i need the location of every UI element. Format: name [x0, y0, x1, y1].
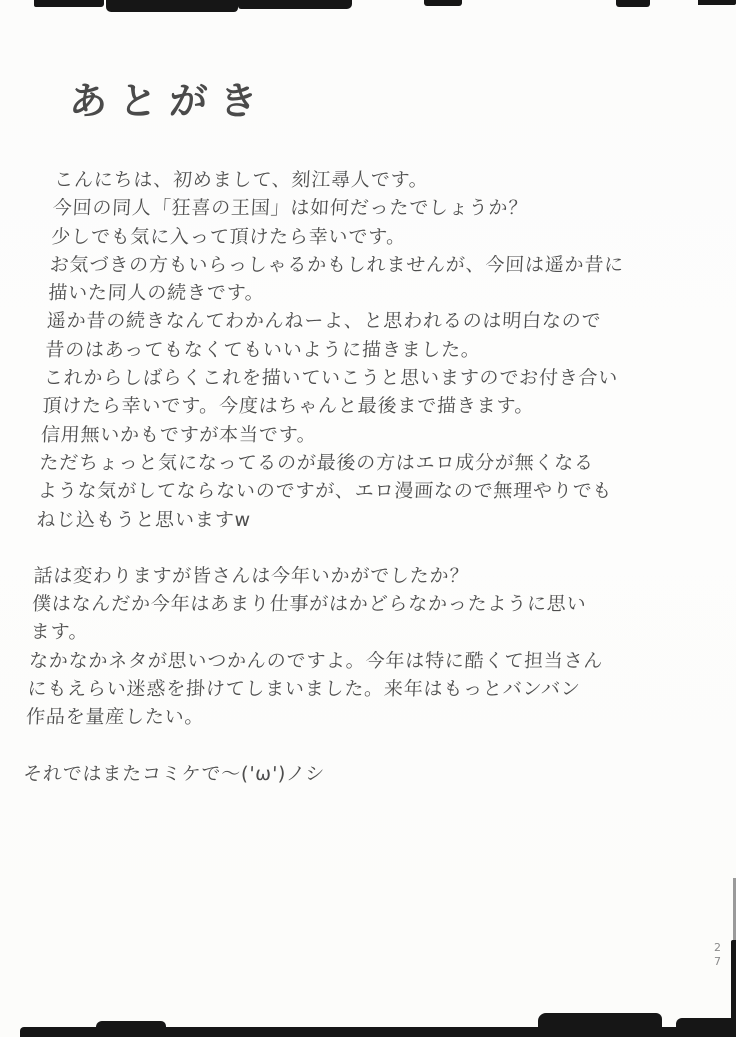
page-title: あとがき [68, 79, 271, 123]
text-line: 遥か昔の続きなんてわかんねーよ、と思われるのは明白なので [46, 310, 602, 333]
paragraph-1 [36, 166, 705, 534]
text-line: 僕はなんだか今年はあまり仕事がはかどらなかったように思い [31, 593, 588, 616]
page-number: 27 [711, 941, 724, 969]
text-line: 信用無いかもですが本当です。 [40, 423, 318, 446]
scan-artifact-top-1 [34, 0, 104, 7]
paragraph-3-signoff [22, 760, 673, 788]
text-line: ねじ込もうと思いますw [35, 508, 252, 531]
scan-artifact-top-4 [424, 0, 462, 6]
text-line: 描いた同人の続きです。 [47, 282, 266, 305]
scan-artifact-top-5 [616, 0, 650, 7]
text-line: 作品を量産したい。 [25, 706, 205, 729]
text-line: お気づきの方もいらっしゃるかもしれませんが、今回は遥か昔に [49, 253, 625, 276]
text-line: ような気がしてならないのですが、エロ漫画なので無理やりでも [37, 480, 613, 503]
text-line: これからしばらくこれを描いていこうと思いますのでお付き合い [43, 367, 619, 390]
paragraph-2 [25, 562, 684, 732]
text-line: ます。 [29, 621, 90, 644]
text-line: 話は変わりますが皆さんは今年いかがでしたか？ [32, 564, 470, 587]
text-line: にもえらい迷惑を掛けてしまいました。来年はもっとバンバン [27, 678, 582, 701]
text-line: それではまたコミケで～('ω')ノシ [22, 762, 326, 785]
text-line: 今回の同人「狂喜の王国」は如何だったでしょうか？ [52, 197, 529, 220]
afterword-text [22, 166, 705, 788]
scan-artifact-right-edge [731, 940, 736, 1037]
scan-artifact-top-6 [698, 0, 736, 5]
scan-artifact-top-2 [106, 0, 238, 12]
text-line: 少しでも気に入って頂けたら幸いです。 [50, 225, 407, 248]
text-line: なかなかネタが思いつかんのですよ。今年は特に酷くて担当さん [28, 649, 604, 672]
scan-artifact-bottom-1 [20, 1027, 736, 1037]
scan-artifact-top-3 [238, 0, 352, 9]
text-line: こんにちは、初めまして、刻江尋人です。 [53, 169, 430, 191]
text-line: 昔のはあってもなくてもいいように描きました。 [44, 338, 482, 361]
text-line: 頂けたら幸いです。今度はちゃんと最後まで描きます。 [41, 395, 535, 418]
text-line: ただちょっと気になってるのが最後の方はエロ成分が無くなる [38, 451, 595, 474]
